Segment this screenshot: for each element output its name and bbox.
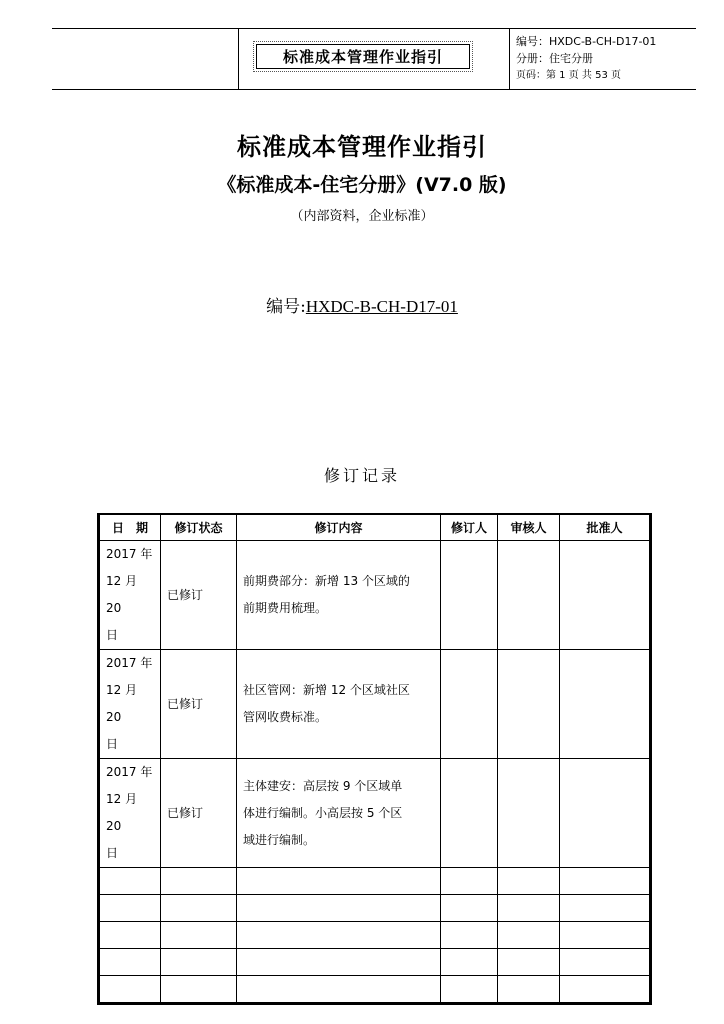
- cell-content: 前期费部分：新增 13 个区域的 前期费用梳理。: [237, 541, 441, 650]
- cell-reviser: [441, 650, 498, 759]
- cell-approver: [560, 759, 651, 868]
- cell-empty: [560, 922, 651, 949]
- cell-reviser: [441, 759, 498, 868]
- table-row-empty: [99, 949, 651, 976]
- header-divider-right: [509, 28, 510, 89]
- cell-empty: [498, 895, 560, 922]
- cell-empty: [441, 976, 498, 1004]
- cell-empty: [237, 949, 441, 976]
- table-row-empty: [99, 922, 651, 949]
- header-code: 编号：HXDC-B-CH-D17-01: [516, 35, 657, 48]
- header-page: 页码：第 1 页 共 53 页: [516, 70, 621, 81]
- document-code-label: 编号:: [266, 297, 306, 317]
- table-row-empty: [99, 976, 651, 1004]
- cell-empty: [498, 868, 560, 895]
- cell-empty: [237, 922, 441, 949]
- cell-empty: [99, 868, 161, 895]
- header-divider-left: [238, 28, 239, 89]
- cell-auditor: [498, 759, 560, 868]
- table-row: [99, 650, 651, 759]
- header-bottom-rule: [52, 89, 696, 90]
- cell-empty: [99, 949, 161, 976]
- cell-empty: [441, 895, 498, 922]
- col-status: 修订状态: [161, 514, 237, 541]
- cell-date: 2017 年 12 月 20 日: [99, 541, 161, 650]
- cell-empty: [99, 922, 161, 949]
- header-title: 标准成本管理作业指引: [256, 44, 470, 69]
- cell-status: 已修订: [161, 650, 237, 759]
- document-code-value: HXDC-B-CH-D17-01: [305, 297, 458, 316]
- cell-content: 社区管网：新增 12 个区域社区 管网收费标准。: [237, 650, 441, 759]
- cell-empty: [441, 949, 498, 976]
- cell-content: 主体建安：高层按 9 个区域单 体进行编制。小高层按 5 个区 域进行编制。: [237, 759, 441, 868]
- cell-empty: [498, 976, 560, 1004]
- cell-empty: [161, 868, 237, 895]
- cell-empty: [237, 895, 441, 922]
- cell-empty: [560, 895, 651, 922]
- cell-approver: [560, 541, 651, 650]
- table-row-empty: [99, 868, 651, 895]
- cell-empty: [560, 868, 651, 895]
- cell-empty: [161, 922, 237, 949]
- document-title: 标准成本管理作业指引: [237, 133, 487, 161]
- cell-empty: [560, 976, 651, 1004]
- cell-reviser: [441, 541, 498, 650]
- header-info: [516, 33, 656, 84]
- cell-empty: [560, 949, 651, 976]
- revision-heading: 修订记录: [323, 466, 400, 485]
- cell-empty: [161, 895, 237, 922]
- cell-empty: [441, 868, 498, 895]
- document-code: [0, 292, 724, 317]
- cell-empty: [237, 868, 441, 895]
- cell-empty: [99, 976, 161, 1004]
- cell-date: 2017 年 12 月 20 日: [99, 759, 161, 868]
- cell-auditor: [498, 541, 560, 650]
- cell-approver: [560, 650, 651, 759]
- cell-status: 已修订: [161, 541, 237, 650]
- col-auditor: 审核人: [498, 514, 560, 541]
- cell-empty: [161, 976, 237, 1004]
- cell-empty: [441, 922, 498, 949]
- document-subtitle: 《标准成本-住宅分册》(V7.0 版): [217, 174, 507, 196]
- cell-empty: [498, 922, 560, 949]
- cell-auditor: [498, 650, 560, 759]
- col-date: 日 期: [99, 514, 161, 541]
- cell-empty: [99, 895, 161, 922]
- cell-empty: [161, 949, 237, 976]
- cell-empty: [498, 949, 560, 976]
- document-note: （内部资料，企业标准）: [290, 209, 434, 224]
- revision-table: [97, 513, 652, 1005]
- col-approver: 批准人: [560, 514, 651, 541]
- header-volume: 分册：住宅分册: [516, 52, 593, 65]
- header-top-rule: [52, 28, 696, 29]
- table-row: [99, 759, 651, 868]
- col-reviser: 修订人: [441, 514, 498, 541]
- cell-date: 2017 年 12 月 20 日: [99, 650, 161, 759]
- col-content: 修订内容: [237, 514, 441, 541]
- cell-status: 已修订: [161, 759, 237, 868]
- table-row-empty: [99, 895, 651, 922]
- cell-empty: [237, 976, 441, 1004]
- revision-header-row: [99, 514, 651, 541]
- table-row: [99, 541, 651, 650]
